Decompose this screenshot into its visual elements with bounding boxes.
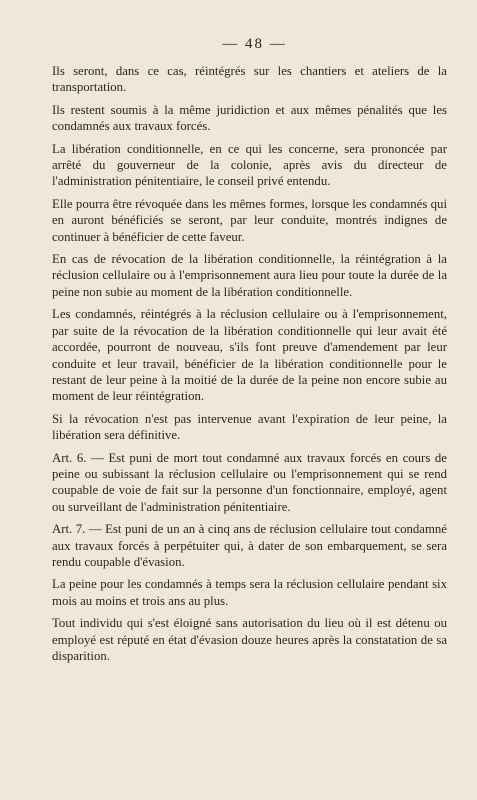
- paragraph: Si la révocation n'est pas intervenue avant l'expiration de leur peine, la libération sera définitive.: [52, 411, 447, 443]
- paragraph: Ils restent soumis à la même juridiction et aux mêmes pénalités que les condamnés aux travaux forcés.: [52, 102, 447, 134]
- paragraph: La libération conditionnelle, en ce qui les concerne, sera prononcée par arrêté du gouverneur de la colonie, après avis du directeur de l'administration pénitentiaire, le conseil privé entendu.: [52, 141, 447, 189]
- paragraph: En cas de révocation de la libération conditionnelle, la réintégration à la réclusion cellulaire ou à l'emprisonnement aura lieu pour toute la durée de la peine non subie au moment de la libération conditionnelle.: [52, 252, 447, 299]
- paragraph: Les condamnés, réintégrés à la réclusion cellulaire ou à l'emprisonnement, par suite de la révocation de la libération conditionnelle qui leur avait été accordée, pourront de nouveau, s'ils font preuve d'amendement par leur conduite et leur travail, bénéficier de la libération conditionnelle pour le restant de leur peine à la moitié de la durée de la peine non encore subie au moment de leur réintégration.: [52, 307, 447, 404]
- page-number: — 48 —: [222, 36, 287, 52]
- paragraph: Tout individu qui s'est éloigné sans autorisation du lieu où il est détenu ou employé est réputé en état d'évasion douze heures après la constatation de sa disparition.: [52, 616, 447, 663]
- paragraph: Elle pourra être révoquée dans les mêmes formes, lorsque les condamnés qui en auront bénéficiés se seront, par leur conduite, montrés indignes de continuer à bénéficier de cette faveur.: [52, 196, 447, 244]
- article-6-paragraph: Art. 6. — Est puni de mort tout condamné aux travaux forcés en cours de peine ou subissant la réclusion cellulaire ou l'emprisonnement qui se rend coupable de voie de fait sur la personne d'un fonctionnaire, employé, agent ou surveillant de l'administration pénitentiaire.: [52, 450, 447, 514]
- paragraph: Ils seront, dans ce cas, réintégrés sur les chantiers et ateliers de la transportation.: [52, 64, 447, 95]
- paragraph: La peine pour les condamnés à temps sera la réclusion cellulaire pendant six mois au moins et trois ans au plus.: [52, 577, 447, 608]
- article-7-paragraph: Art. 7. — Est puni de un an à cinq ans de réclusion cellulaire tout condamné aux travaux forcés à perpétuiter qui, à dater de son embarquement, se sera rendu coupable d'évasion.: [52, 522, 447, 569]
